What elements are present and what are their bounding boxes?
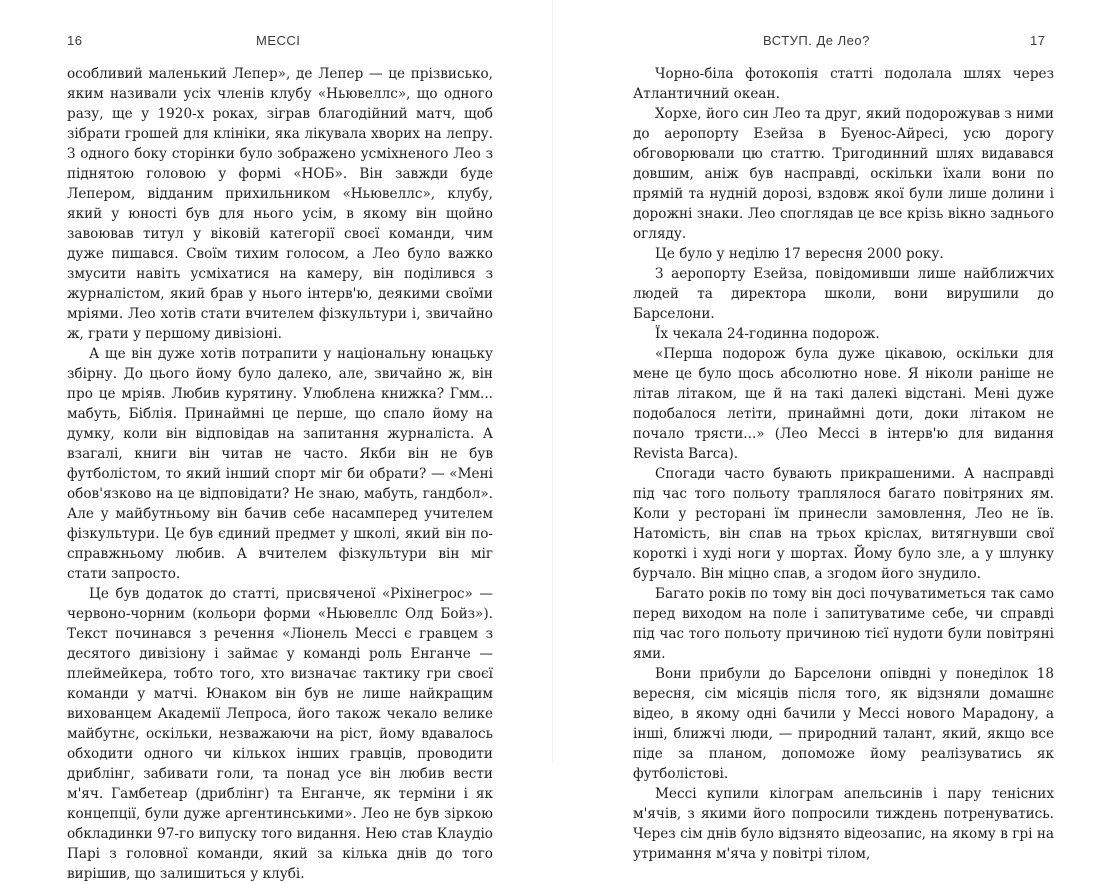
paragraph: А ще він дуже хотів потрапити у національну юнацьку збірну. До цього йому було далеко, але, звичайно ж, він про це мріяв. Любив курятину. Улюблена книжка? Гмм... мабуть, Біблія. Принаймні це перше, що спало йому на думку, коли він відповідав на запитання журналіста. А взагалі, книги він читав не часто. Якби він не був футболістом, то який інший спорт міг би обрати? — «Мені обов'язково на це відповідати? Не знаю, мабуть, гандбол». Але у майбутньому він бачив себе насамперед учителем фізкультури. Це був єдиний предмет у школі, який він по-справжньому любив. А вчителем фізкультури він міг стати запросто. — [67, 346, 493, 582]
paragraph: Це був додаток до статті, присвяченої «Ріхінегрос» — червоно-чорним (кольори форми «Ньювеллс Олд Бойз»). Текст починався з речення «Ліонель Мессі є гравцем з десятого дивізіону і займає у команді роль Енганче — плеймейкера, тобто того, хто визначає тактику гри своєї команди у матчі. Юнаком він був не лише найкращим вихованцем Академії Лепроса, його також чекало велике майбутнє, оскільки, незважаючи на ріст, йому вдавалось обходити одного чи кількох інших гравців, проводити дриблінг, забивати голи, та понад усе він любив вести м'яч. Гамбетеар (дриблінг) та Енганче, як терміни і як концепції, були дуже аргентинськими». Лео не був зіркою обкладинки 97-го випуску того видання. Нею став Клаудіо Парі з головної команди, який за кілька днів до того вирішив, що залишиться у клубі. — [67, 586, 493, 882]
paragraph: Хорхе, його син Лео та друг, який подорожував з ними до аеропорту Езейза в Буенос-Айресі, усю дорогу обговорювали цю статтю. Тригодинний шлях видавався довшим, аніж був насправді, оскільки їхали вони по прямій та нудній дорозі, вздовж якої були лише долини і дорожні знаки. Лео споглядав це все крізь вікно заднього огляду. — [633, 106, 1054, 242]
page-number: 17 — [1030, 33, 1046, 48]
paragraph: Чорно-біла фотокопія статті подолала шлях через Атлантичний океан. — [633, 66, 1054, 102]
running-title: ВСТУП. Де Лео? — [763, 33, 870, 48]
paragraph: Багато років по тому він досі почуватиметься так само перед виходом на поле і запитуватиме себе, чи справді під час того польоту причиною тієї нудоти були повітряні ями. — [633, 586, 1054, 662]
paragraph: «Перша подорож була дуже цікавою, оскільки для мене це було щось абсолютно нове. Я ніколи раніше не літав літаком, ще й на такі далекі відстані. Мені дуже подобалося летіти, принаймні доти, доки літаком не почало трясти...» (Лео Мессі в інтерв'ю для видання Revista Barca). — [633, 346, 1054, 462]
paragraph: Їх чекала 24-годинна подорож. — [655, 326, 880, 342]
body-text — [67, 64, 493, 884]
paragraph: Вони прибули до Барселони опівдні у понеділок 18 вересня, сім місяців після того, як відзняли домашнє відео, в якому одні бачили у Мессі нового Марадону, а інші, ближчі люди, — природний талант, який, якщо все піде за планом, допоможе йому реалізуватись як футболістові. — [633, 666, 1054, 782]
running-title: МЕССІ — [256, 33, 301, 48]
page-number: 16 — [67, 33, 83, 48]
paragraph: особливий маленький Лепер», де Лепер — це прізвисько, яким називали усіх членів клубу «Ньювеллс», що одного разу, ще у 1920-х роках, зіграв благодійний матч, щоб зібрати грошей для клініки, яка лікувала хворих на лепру. З одного боку сторінки було зображено усміхненого Лео з піднятою головою у формі «НОБ». Він завжди буде Лепером, відданим прихильником «Ньювеллс», клубу, який у юності був для нього усім, в якому він щойно завоював титул у віковій категорії своєї команди, чим дуже пишався. Своїм тихим голосом, а Лео було важко змусити навіть усміхатися на камеру, він поділився з журналістом, який брав у нього інтерв'ю, деякими своїми мріями. Лео хотів стати вчителем фізкультури і, звичайно ж, грати у першому дивізіоні. — [67, 66, 493, 342]
paragraph: Спогади часто бувають прикрашеними. А насправді під час того польоту траплялося багато повітряних ям. Коли у ресторані їм принесли замовлення, Лео не їв. Натомість, він спав на трьох кріслах, витягнувши свої короткі і худі ноги у шортах. Йому було зле, а у шлунку бурчало. Він міцно спав, а згодом його знудило. — [633, 466, 1054, 582]
paragraph: Це було у неділю 17 вересня 2000 року. — [655, 246, 944, 262]
body-text — [633, 64, 1054, 864]
left-page — [0, 0, 552, 882]
right-page — [553, 0, 1105, 862]
paragraph: Мессі купили кілограм апельсинів і пару тенісних м'ячів, з якими його попросили тиждень потренуватись. Через сім днів було відзнято відеозапис, на якому в грі на утримання м'яча у повітрі тілом, — [633, 786, 1054, 862]
paragraph: З аеропорту Езейза, повідомивши лише найближчих людей та директора школи, вони вирушили до Барселони. — [633, 266, 1054, 322]
